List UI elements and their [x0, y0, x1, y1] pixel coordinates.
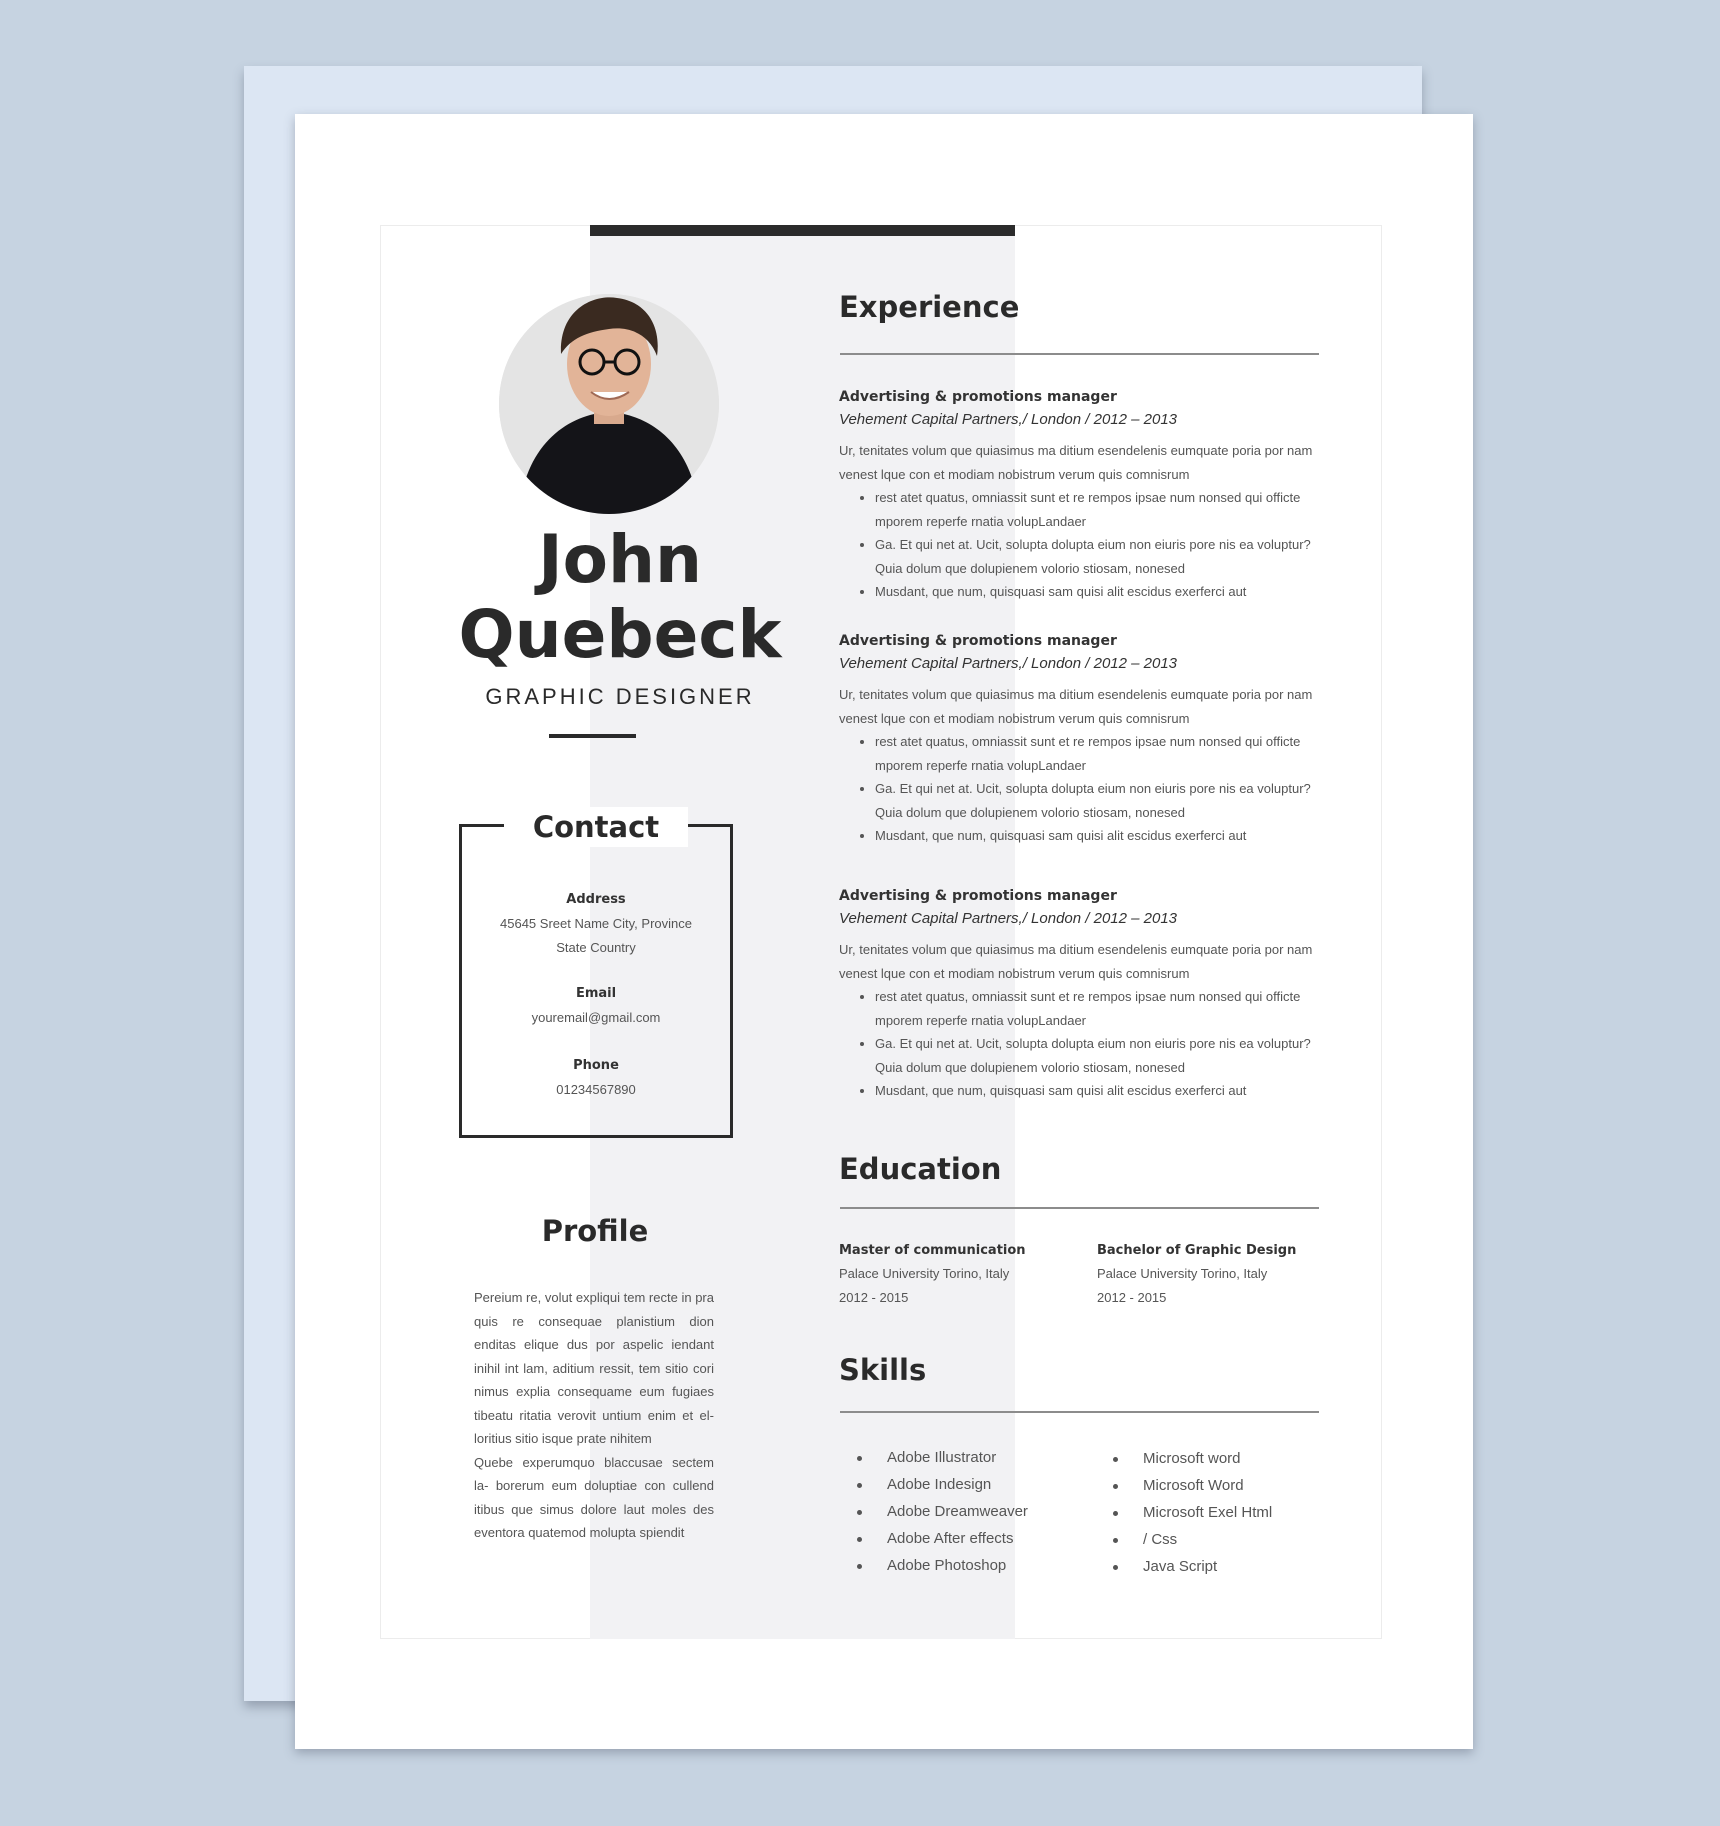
- skill-label: Adobe Photoshop: [887, 1557, 1007, 1574]
- job-entry: [839, 885, 1329, 1103]
- bullet-icon: [857, 1564, 862, 1569]
- job-bullets: [839, 985, 1329, 1103]
- bullet-icon: [1113, 1457, 1118, 1462]
- bullet-icon: [857, 1456, 862, 1461]
- skill-label: Adobe After effects: [887, 1530, 1014, 1547]
- bullet-icon: [857, 1483, 862, 1488]
- resume-page: [295, 114, 1473, 1749]
- contact-box: [459, 810, 733, 1138]
- address-line-1: 45645 Sreet Name City, Province: [500, 916, 692, 931]
- profile-text: [474, 1286, 714, 1550]
- education-school: Palace University Torino, Italy: [839, 1266, 1010, 1281]
- skill-item: [857, 1444, 1028, 1471]
- skill-item: [857, 1471, 1028, 1498]
- skill-item: [1113, 1445, 1272, 1472]
- education-degree: Master of communication: [839, 1243, 1026, 1258]
- skill-label: Microsoft Word: [1143, 1477, 1244, 1494]
- bullet-icon: [857, 1510, 862, 1515]
- job-bullets: [839, 486, 1329, 604]
- last-name: Quebeck: [458, 596, 782, 673]
- skill-item: [857, 1498, 1028, 1525]
- job-bullet: • rest atet quatus, omniassit sunt et re rempos ipsae num nonsed qui officte mporem reperfe rnatia volupLandaer: [875, 985, 1329, 1032]
- experience-rule: [840, 353, 1319, 355]
- job-entry: [839, 630, 1329, 848]
- phone-label: Phone: [573, 1058, 619, 1073]
- skills-rule: [840, 1411, 1319, 1413]
- skills-list-left: [857, 1444, 1028, 1579]
- job-bullet: • Musdant, que num, quisquasi sam quisi alit escidus exerferci aut: [875, 824, 1329, 848]
- job-title: Advertising & promotions manager: [839, 389, 1117, 405]
- education-rule: [840, 1207, 1319, 1209]
- profile-paragraph-1: Pereium re, volut expliqui tem recte in pra quis re consequae planistium dion enditas elique dus por aspelic iendant inihil int lam, aditium ressit, tem sitio cori nimus explia consequame eum fugiaes tibeatu ritatia verovit untium enim et el- loritius sitio isque prate nihitem: [474, 1290, 714, 1446]
- job-bullet: • Ga. Et qui net at. Ucit, solupta dolupta eium non eiuris pore nis ea voluptur? Quia dolum que dolupienem volorio stiosam, nonesed: [875, 777, 1329, 824]
- skill-label: / Css: [1143, 1531, 1178, 1548]
- first-name: John: [538, 521, 702, 598]
- job-bullet: • Ga. Et qui net at. Ucit, solupta dolupta eium non eiuris pore nis ea voluptur? Quia dolum que dolupienem volorio stiosam, nonesed: [875, 1032, 1329, 1079]
- skill-item: [857, 1552, 1028, 1579]
- skill-item: [1113, 1472, 1272, 1499]
- contact-heading: Contact: [504, 807, 688, 847]
- job-bullet: • Musdant, que num, quisquasi sam quisi alit escidus exerferci aut: [875, 1079, 1329, 1103]
- top-accent-bar: [590, 225, 1015, 236]
- job-company: Vehement Capital Partners,/ London / 2012 – 2013: [839, 910, 1178, 927]
- skills-list-right: [1113, 1445, 1272, 1580]
- job-bullet: • rest atet quatus, omniassit sunt et re rempos ipsae num nonsed qui officte mporem reperfe rnatia volupLandaer: [875, 730, 1329, 777]
- job-company: Vehement Capital Partners,/ London / 2012 – 2013: [839, 411, 1178, 428]
- skill-label: Java Script: [1143, 1558, 1218, 1575]
- job-company: Vehement Capital Partners,/ London / 2012 – 2013: [839, 655, 1178, 672]
- education-years: 2012 - 2015: [1097, 1289, 1167, 1305]
- bullet-icon: [1113, 1511, 1118, 1516]
- bullet-icon: [857, 1537, 862, 1542]
- education-item: [1097, 1239, 1327, 1309]
- education-years: 2012 - 2015: [839, 1289, 909, 1305]
- education-degree: Bachelor of Graphic Design: [1097, 1243, 1297, 1258]
- skill-label: Microsoft word: [1143, 1450, 1241, 1467]
- bullet-icon: [1113, 1565, 1118, 1570]
- profile-paragraph-2: Quebe experumquo blaccusae sectem la- borerum eum doluptiae con cullend itibus que simus dolore laut moles des eventora quatemod molupta spiendit: [474, 1454, 714, 1540]
- address-label: Address: [566, 892, 626, 907]
- skill-label: Adobe Illustrator: [887, 1449, 997, 1466]
- portrait-photo: [499, 294, 719, 514]
- job-bullets: [839, 730, 1329, 848]
- education-item: [839, 1239, 1069, 1309]
- role-divider: [549, 734, 636, 738]
- skill-item: [1113, 1526, 1272, 1553]
- bullet-icon: [1113, 1484, 1118, 1489]
- education-heading: Education: [839, 1152, 1002, 1186]
- job-bullet: • rest atet quatus, omniassit sunt et re rempos ipsae num nonsed qui officte mporem reperfe rnatia volupLandaer: [875, 486, 1329, 533]
- skill-item: [1113, 1499, 1272, 1526]
- skills-heading: Skills: [839, 1353, 927, 1387]
- skill-label: Adobe Indesign: [887, 1476, 992, 1493]
- job-description: Ur, tenitates volum que quiasimus ma ditium esendelenis eumquate poria por nam venest lque con et modiam nobistrum verum quis comnisrum: [839, 443, 1313, 482]
- job-description: Ur, tenitates volum que quiasimus ma ditium esendelenis eumquate poria por nam venest lque con et modiam nobistrum verum quis comnisrum: [839, 942, 1313, 981]
- job-bullet: • Ga. Et qui net at. Ucit, solupta dolupta eium non eiuris pore nis ea voluptur? Quia dolum que dolupienem volorio stiosam, nonesed: [875, 533, 1329, 580]
- job-description: Ur, tenitates volum que quiasimus ma ditium esendelenis eumquate poria por nam venest lque con et modiam nobistrum verum quis comnisrum: [839, 687, 1313, 726]
- job-bullet: • Musdant, que num, quisquasi sam quisi alit escidus exerferci aut: [875, 580, 1329, 604]
- email-label: Email: [575, 986, 617, 1001]
- email-value: youremail@gmail.com: [531, 1010, 661, 1025]
- job-role: GRAPHIC DESIGNER: [485, 684, 755, 709]
- education-school: Palace University Torino, Italy: [1097, 1266, 1268, 1281]
- phone-value: 01234567890: [556, 1082, 636, 1097]
- address-line-2: State Country: [556, 940, 636, 955]
- skill-item: [857, 1525, 1028, 1552]
- job-title: Advertising & promotions manager: [839, 633, 1117, 649]
- skill-label: Adobe Dreamweaver: [887, 1503, 1028, 1520]
- skill-item: [1113, 1553, 1272, 1580]
- skill-label: Microsoft Exel Html: [1143, 1504, 1273, 1521]
- experience-heading: Experience: [839, 290, 1020, 324]
- job-entry: [839, 386, 1329, 604]
- profile-heading: Profile: [541, 1214, 649, 1248]
- job-title: Advertising & promotions manager: [839, 888, 1117, 904]
- bullet-icon: [1113, 1538, 1118, 1543]
